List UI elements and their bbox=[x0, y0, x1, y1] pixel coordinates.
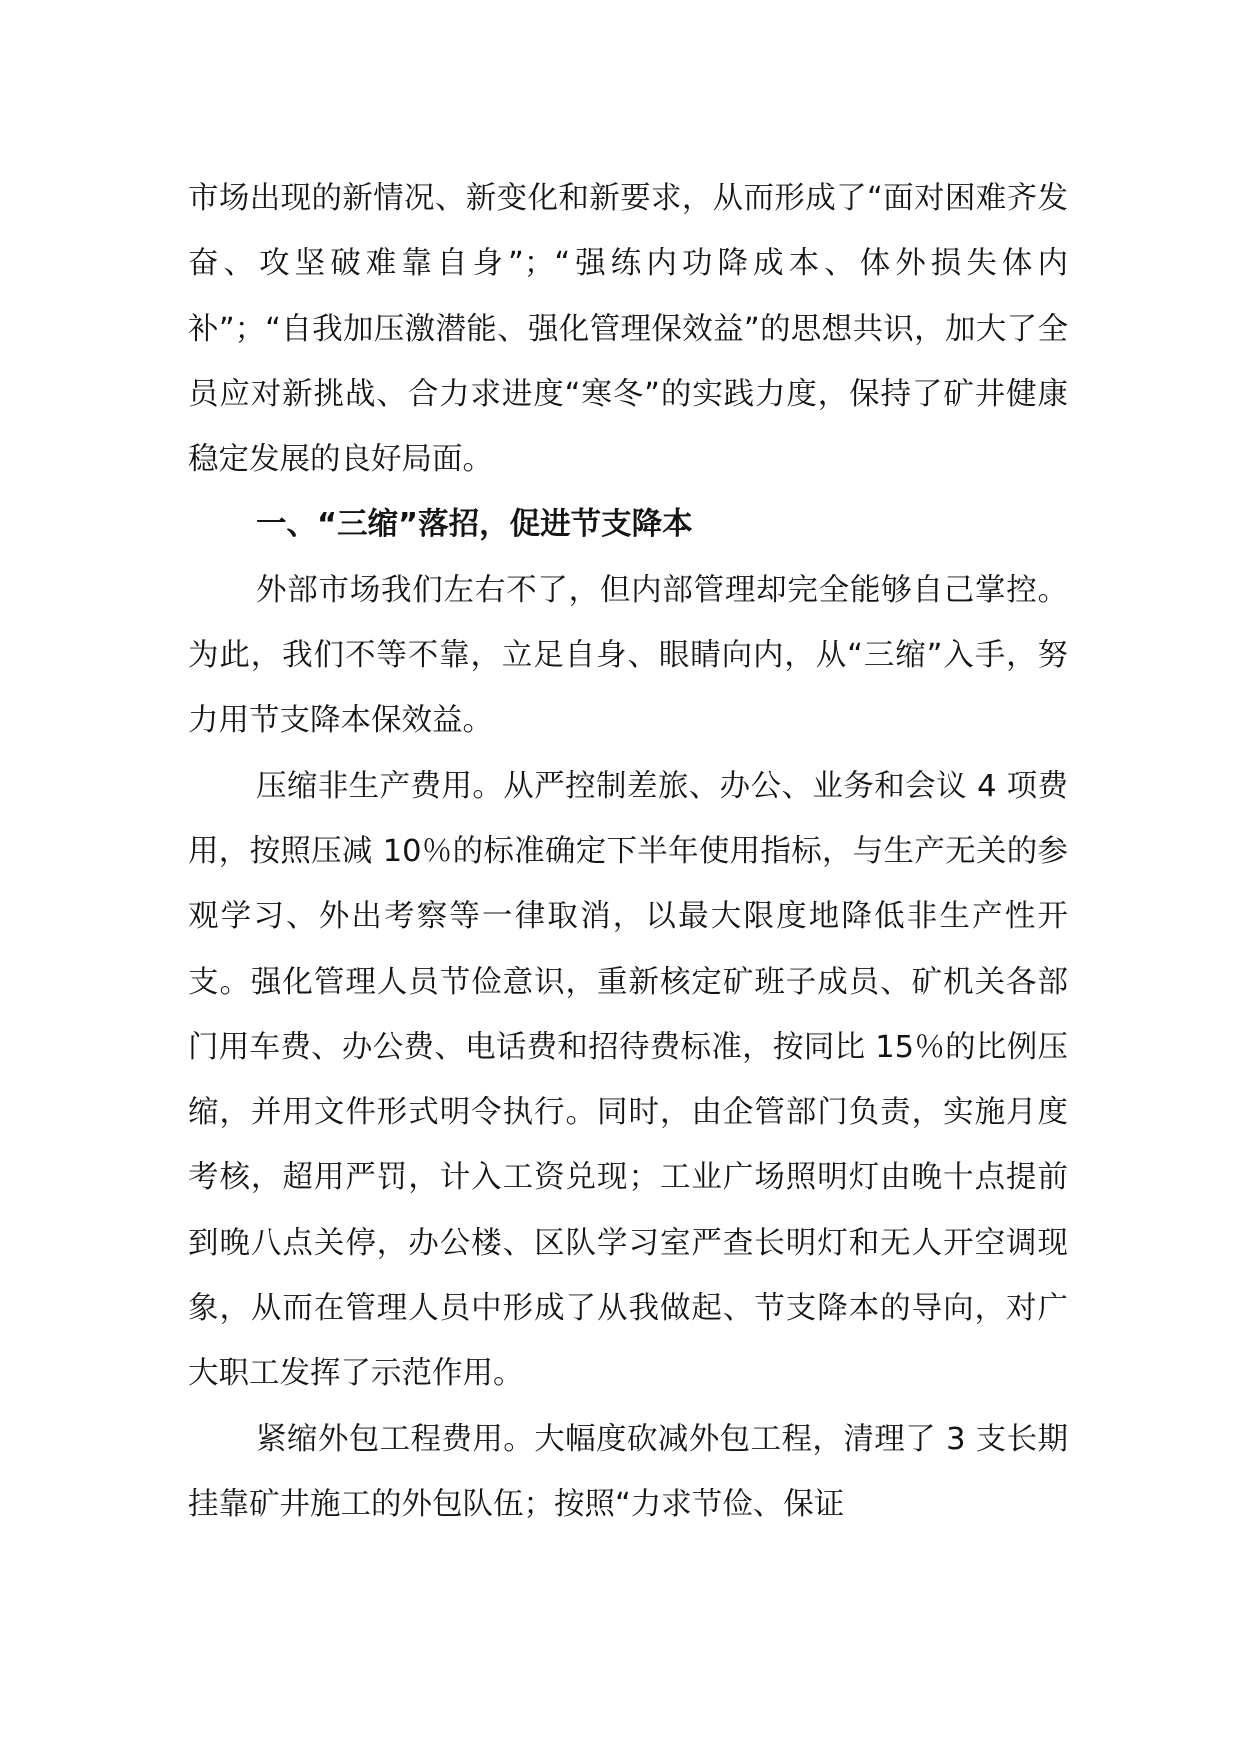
paragraph-continuation: 市场出现的新情况、新变化和新要求，从而形成了“面对困难齐发奋、攻坚破难靠自身”；“强练内功降成本、体外损失体内补”；“自我加压激潜能、强化管理保效益”的思想共识，加大了全员应对新挑战、合力求进度“寒冬”的实践力度，保持了矿井健康稳定发展的良好局面。 bbox=[188, 181, 1068, 478]
section-heading: 一、“三缩”落招，促进节支降本 bbox=[256, 507, 693, 543]
paragraph-body: 压缩非生产费用。从严控制差旅、办公、业务和会议 4 项费用，按照压减 10％的标准确定下半年使用指标，与生产无关的参观学习、外出考察等一律取消，以最大限度地降低非生产性开支。强化管理人员节俭意识，重新核定矿班子成员、矿机关各部门用车费、办公费、电话费和招待费标准，按同比 15％的比例压缩，并用文件形式明令执行。同时，由企管部门负责，实施月度考核，超用严罚，计入工资兑现；工业广场照明灯由晚十点提前到晚八点关停，办公楼、区队学习室严查长明灯和无人开空调现象，从而在管理人员中形成了从我做起、节支降本的导向，对广大职工发挥了示范作用。 bbox=[188, 768, 1068, 1392]
paragraph-body: 外部市场我们左右不了，但内部管理却完全能够自己掌控。为此，我们不等不靠，立足自身、眼睛向内，从“三缩”入手，努力用节支降本保效益。 bbox=[188, 572, 1068, 739]
paragraph-body: 紧缩外包工程费用。大幅度砍减外包工程，清理了 3 支长期挂靠矿井施工的外包队伍；按照“力求节俭、保证 bbox=[188, 1421, 1068, 1522]
document-body bbox=[188, 166, 1068, 1537]
